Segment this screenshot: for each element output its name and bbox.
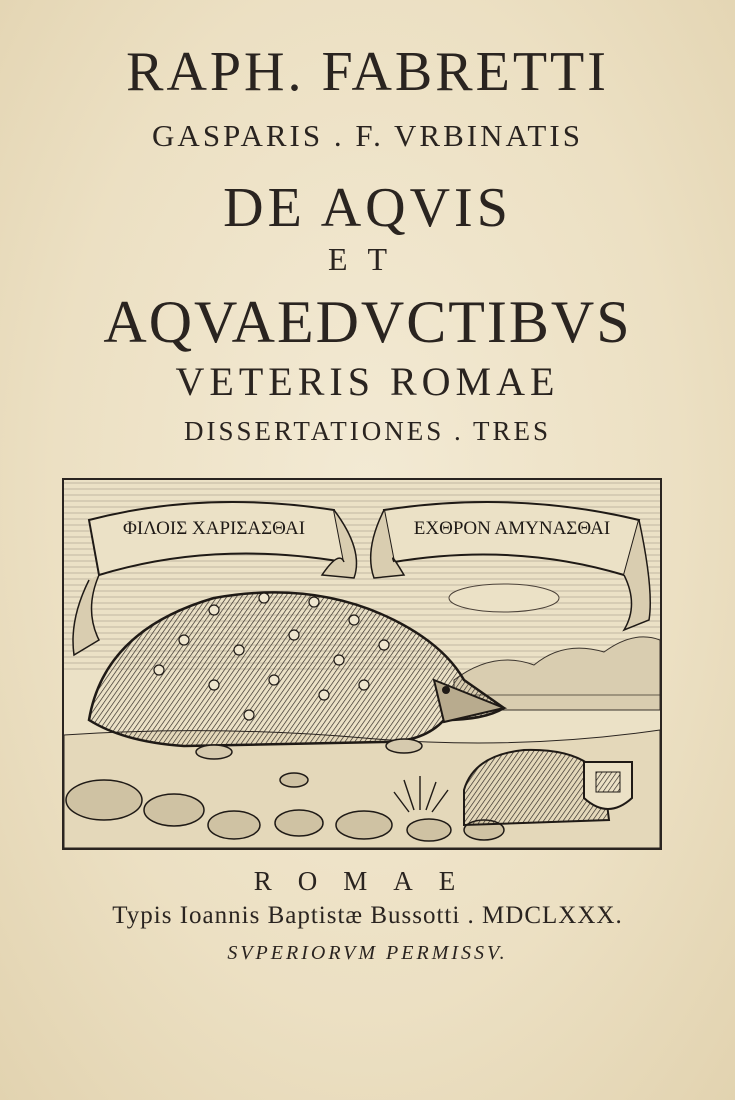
subtitle: VETERIS ROMAE [175,359,560,404]
banner-left-text: ΦΙΛΟΙΣ ΧΑΡΙΣΑΣΘΑΙ [122,518,306,539]
imprint-permission: SVPERIORVM PERMISSV. [227,942,508,964]
main-title: DE AQVIS [223,177,512,239]
hedgehog-engraving [64,480,660,848]
subtitle-dissertations: DISSERTATIONES . TRES [183,416,551,446]
title-conjunction: ET [327,241,408,277]
main-title-line2: AQVAEDVCTIBVS [103,289,632,355]
imprint-city: ROMAE [253,866,482,896]
author-parentage: GASPARIS . F. VRBINATIS [152,118,583,153]
coat-of-arms-icon [584,762,632,809]
engraved-plate [62,478,662,850]
imprint-printer: Typis Ioannis Baptistæ Bussotti . MDCLXXX. [112,902,623,929]
banner-right-text: ΕΧΘΡΟΝ ΑΜΥΝΑΣΘΑΙ [413,518,611,539]
author-name: RAPH. FABRETTI [126,41,609,103]
cloud-shape [449,584,559,612]
